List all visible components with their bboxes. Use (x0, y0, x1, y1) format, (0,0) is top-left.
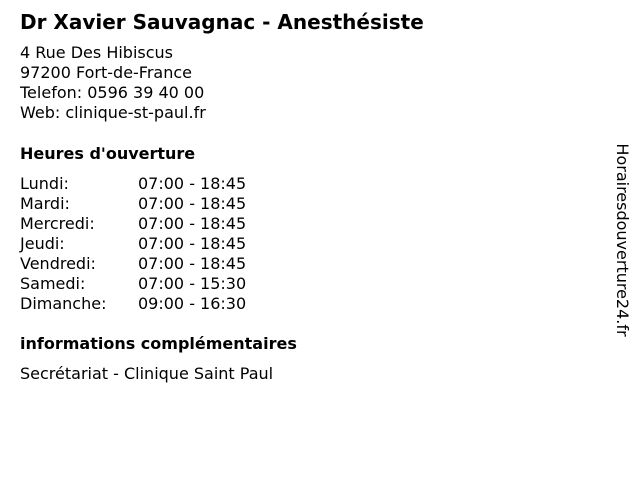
address-block (20, 43, 206, 123)
opening-hours-heading: Heures d'ouverture (20, 144, 196, 163)
additional-info-text: Secrétariat - Clinique Saint Paul (20, 364, 274, 383)
hours-row (20, 294, 246, 314)
hours-time: 09:00 - 16:30 (138, 294, 247, 313)
hours-day: Lundi: (20, 174, 69, 193)
hours-row (20, 254, 246, 274)
website-line: Web: clinique-st-paul.fr (20, 103, 206, 122)
additional-info-heading: informations complémentaires (20, 334, 297, 353)
hours-row (20, 234, 246, 254)
hours-row (20, 174, 246, 194)
hours-day: Samedi: (20, 274, 86, 293)
hours-day: Dimanche: (20, 294, 107, 313)
opening-hours-table (20, 174, 246, 314)
hours-time: 07:00 - 18:45 (138, 254, 247, 273)
hours-row (20, 214, 246, 234)
site-watermark: Horairesdouverture24.fr (613, 143, 632, 337)
hours-day: Mercredi: (20, 214, 95, 233)
hours-time: 07:00 - 15:30 (138, 274, 247, 293)
hours-time: 07:00 - 18:45 (138, 234, 247, 253)
address-street: 4 Rue Des Hibiscus (20, 43, 174, 62)
hours-day: Mardi: (20, 194, 70, 213)
address-city: 97200 Fort-de-France (20, 63, 193, 82)
hours-time: 07:00 - 18:45 (138, 174, 247, 193)
hours-time: 07:00 - 18:45 (138, 194, 247, 213)
hours-row (20, 274, 246, 294)
phone-line: Telefon: 0596 39 40 00 (20, 83, 205, 102)
hours-row (20, 194, 246, 214)
hours-day: Jeudi: (20, 234, 65, 253)
hours-time: 07:00 - 18:45 (138, 214, 247, 233)
page-title: Dr Xavier Sauvagnac - Anesthésiste (20, 10, 424, 34)
hours-day: Vendredi: (20, 254, 96, 273)
